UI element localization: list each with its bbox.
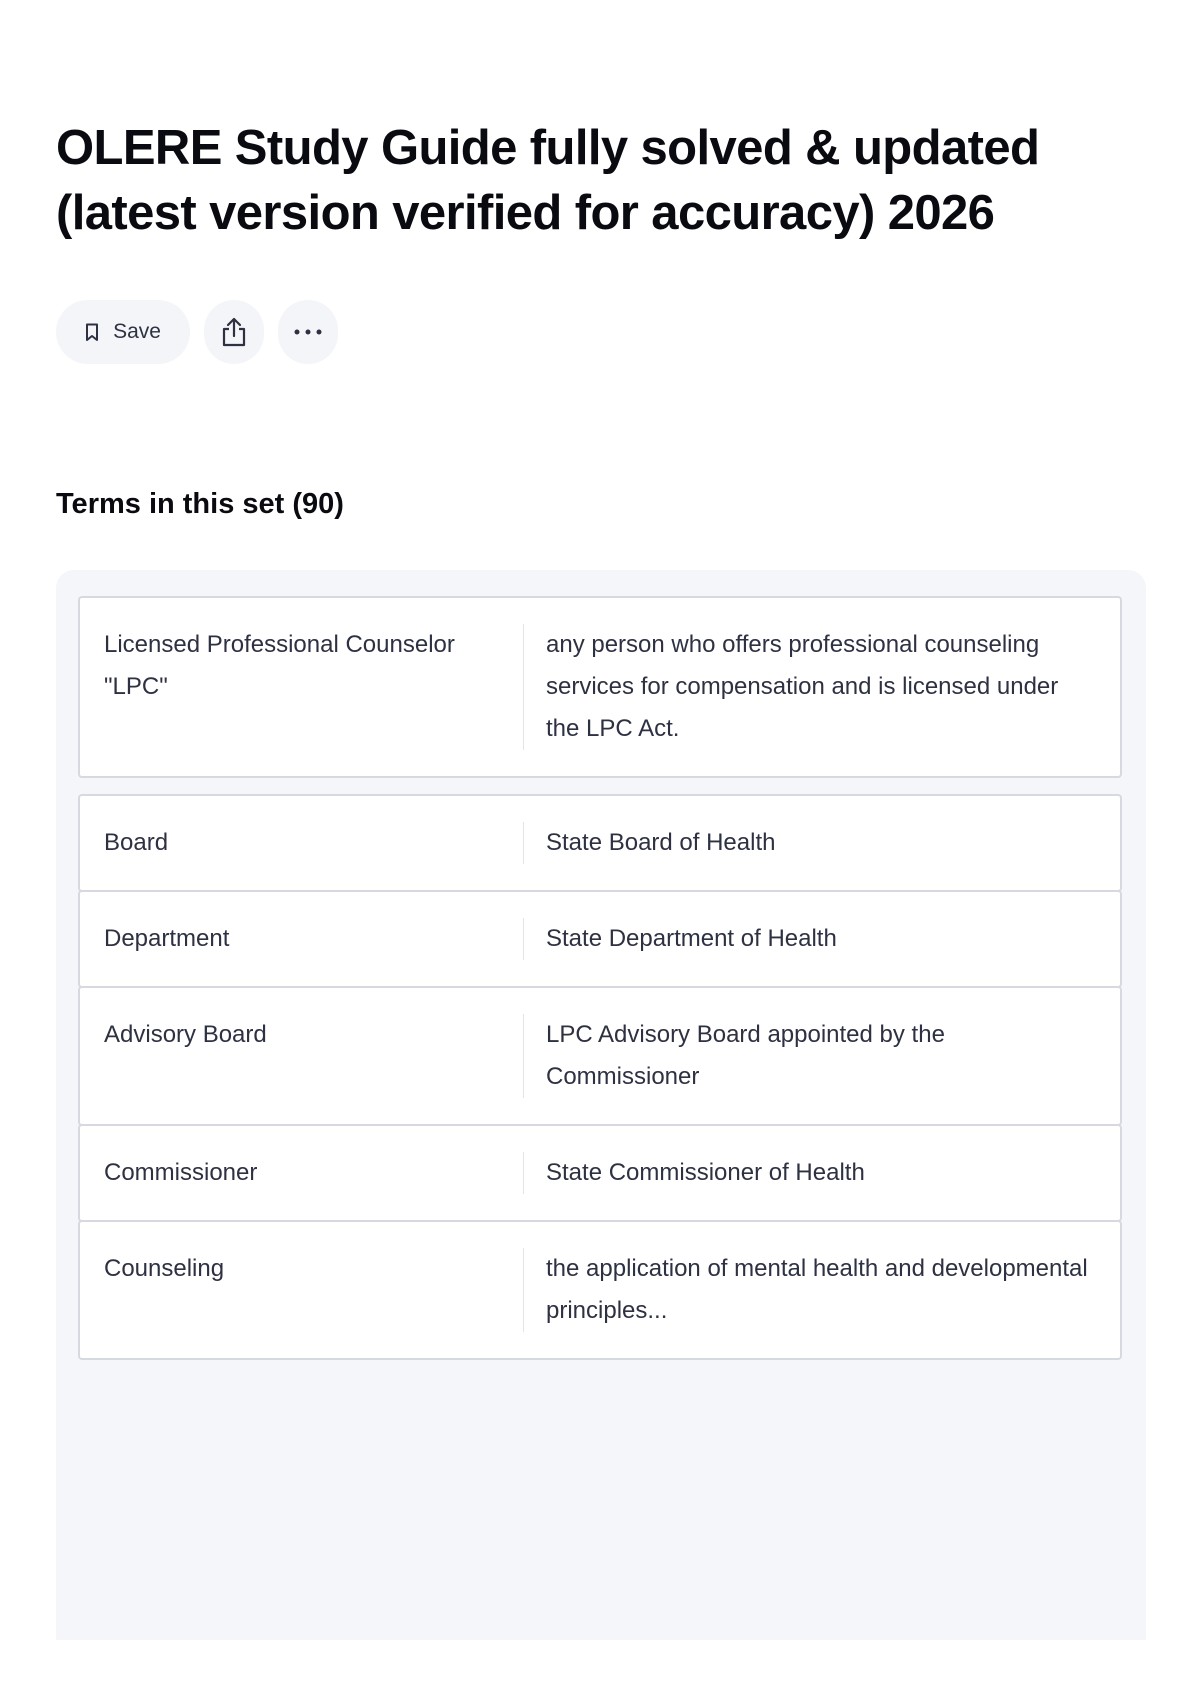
term-card[interactable] — [78, 794, 1122, 892]
term-word: Department — [104, 918, 524, 960]
action-bar — [56, 300, 338, 364]
term-word: Commissioner — [104, 1152, 524, 1194]
term-word: Licensed Professional Counselor "LPC" — [104, 624, 524, 750]
more-options-button[interactable] — [278, 300, 338, 364]
term-word: Board — [104, 822, 524, 864]
term-card[interactable] — [78, 1124, 1122, 1222]
save-button-label: Save — [113, 320, 161, 343]
terms-list — [78, 596, 1122, 1360]
more-horizontal-icon — [294, 329, 322, 335]
term-card[interactable] — [78, 1220, 1122, 1360]
term-definition: State Commissioner of Health — [546, 1159, 865, 1186]
terms-panel — [56, 570, 1146, 1640]
share-button[interactable] — [204, 300, 264, 364]
save-button[interactable] — [56, 300, 190, 364]
terms-section-title: Terms in this set (90) — [56, 488, 344, 520]
term-definition: State Department of Health — [546, 925, 837, 952]
term-card[interactable] — [78, 986, 1122, 1126]
term-word: Counseling — [104, 1248, 524, 1332]
term-card[interactable] — [78, 596, 1122, 778]
share-icon — [221, 317, 247, 347]
term-definition: any person who offers professional counseling services for compensation and is licensed under the LPC Act. — [546, 631, 1059, 742]
term-definition: LPC Advisory Board appointed by the Commissioner — [546, 1021, 945, 1090]
term-definition: the application of mental health and developmental principles... — [546, 1255, 1088, 1324]
term-word: Advisory Board — [104, 1014, 524, 1098]
term-card[interactable] — [78, 890, 1122, 988]
page-title: OLERE Study Guide fully solved & updated (latest version verified for accuracy) 2026 — [56, 121, 1040, 240]
bookmark-icon — [85, 323, 99, 342]
term-definition: State Board of Health — [546, 829, 776, 856]
